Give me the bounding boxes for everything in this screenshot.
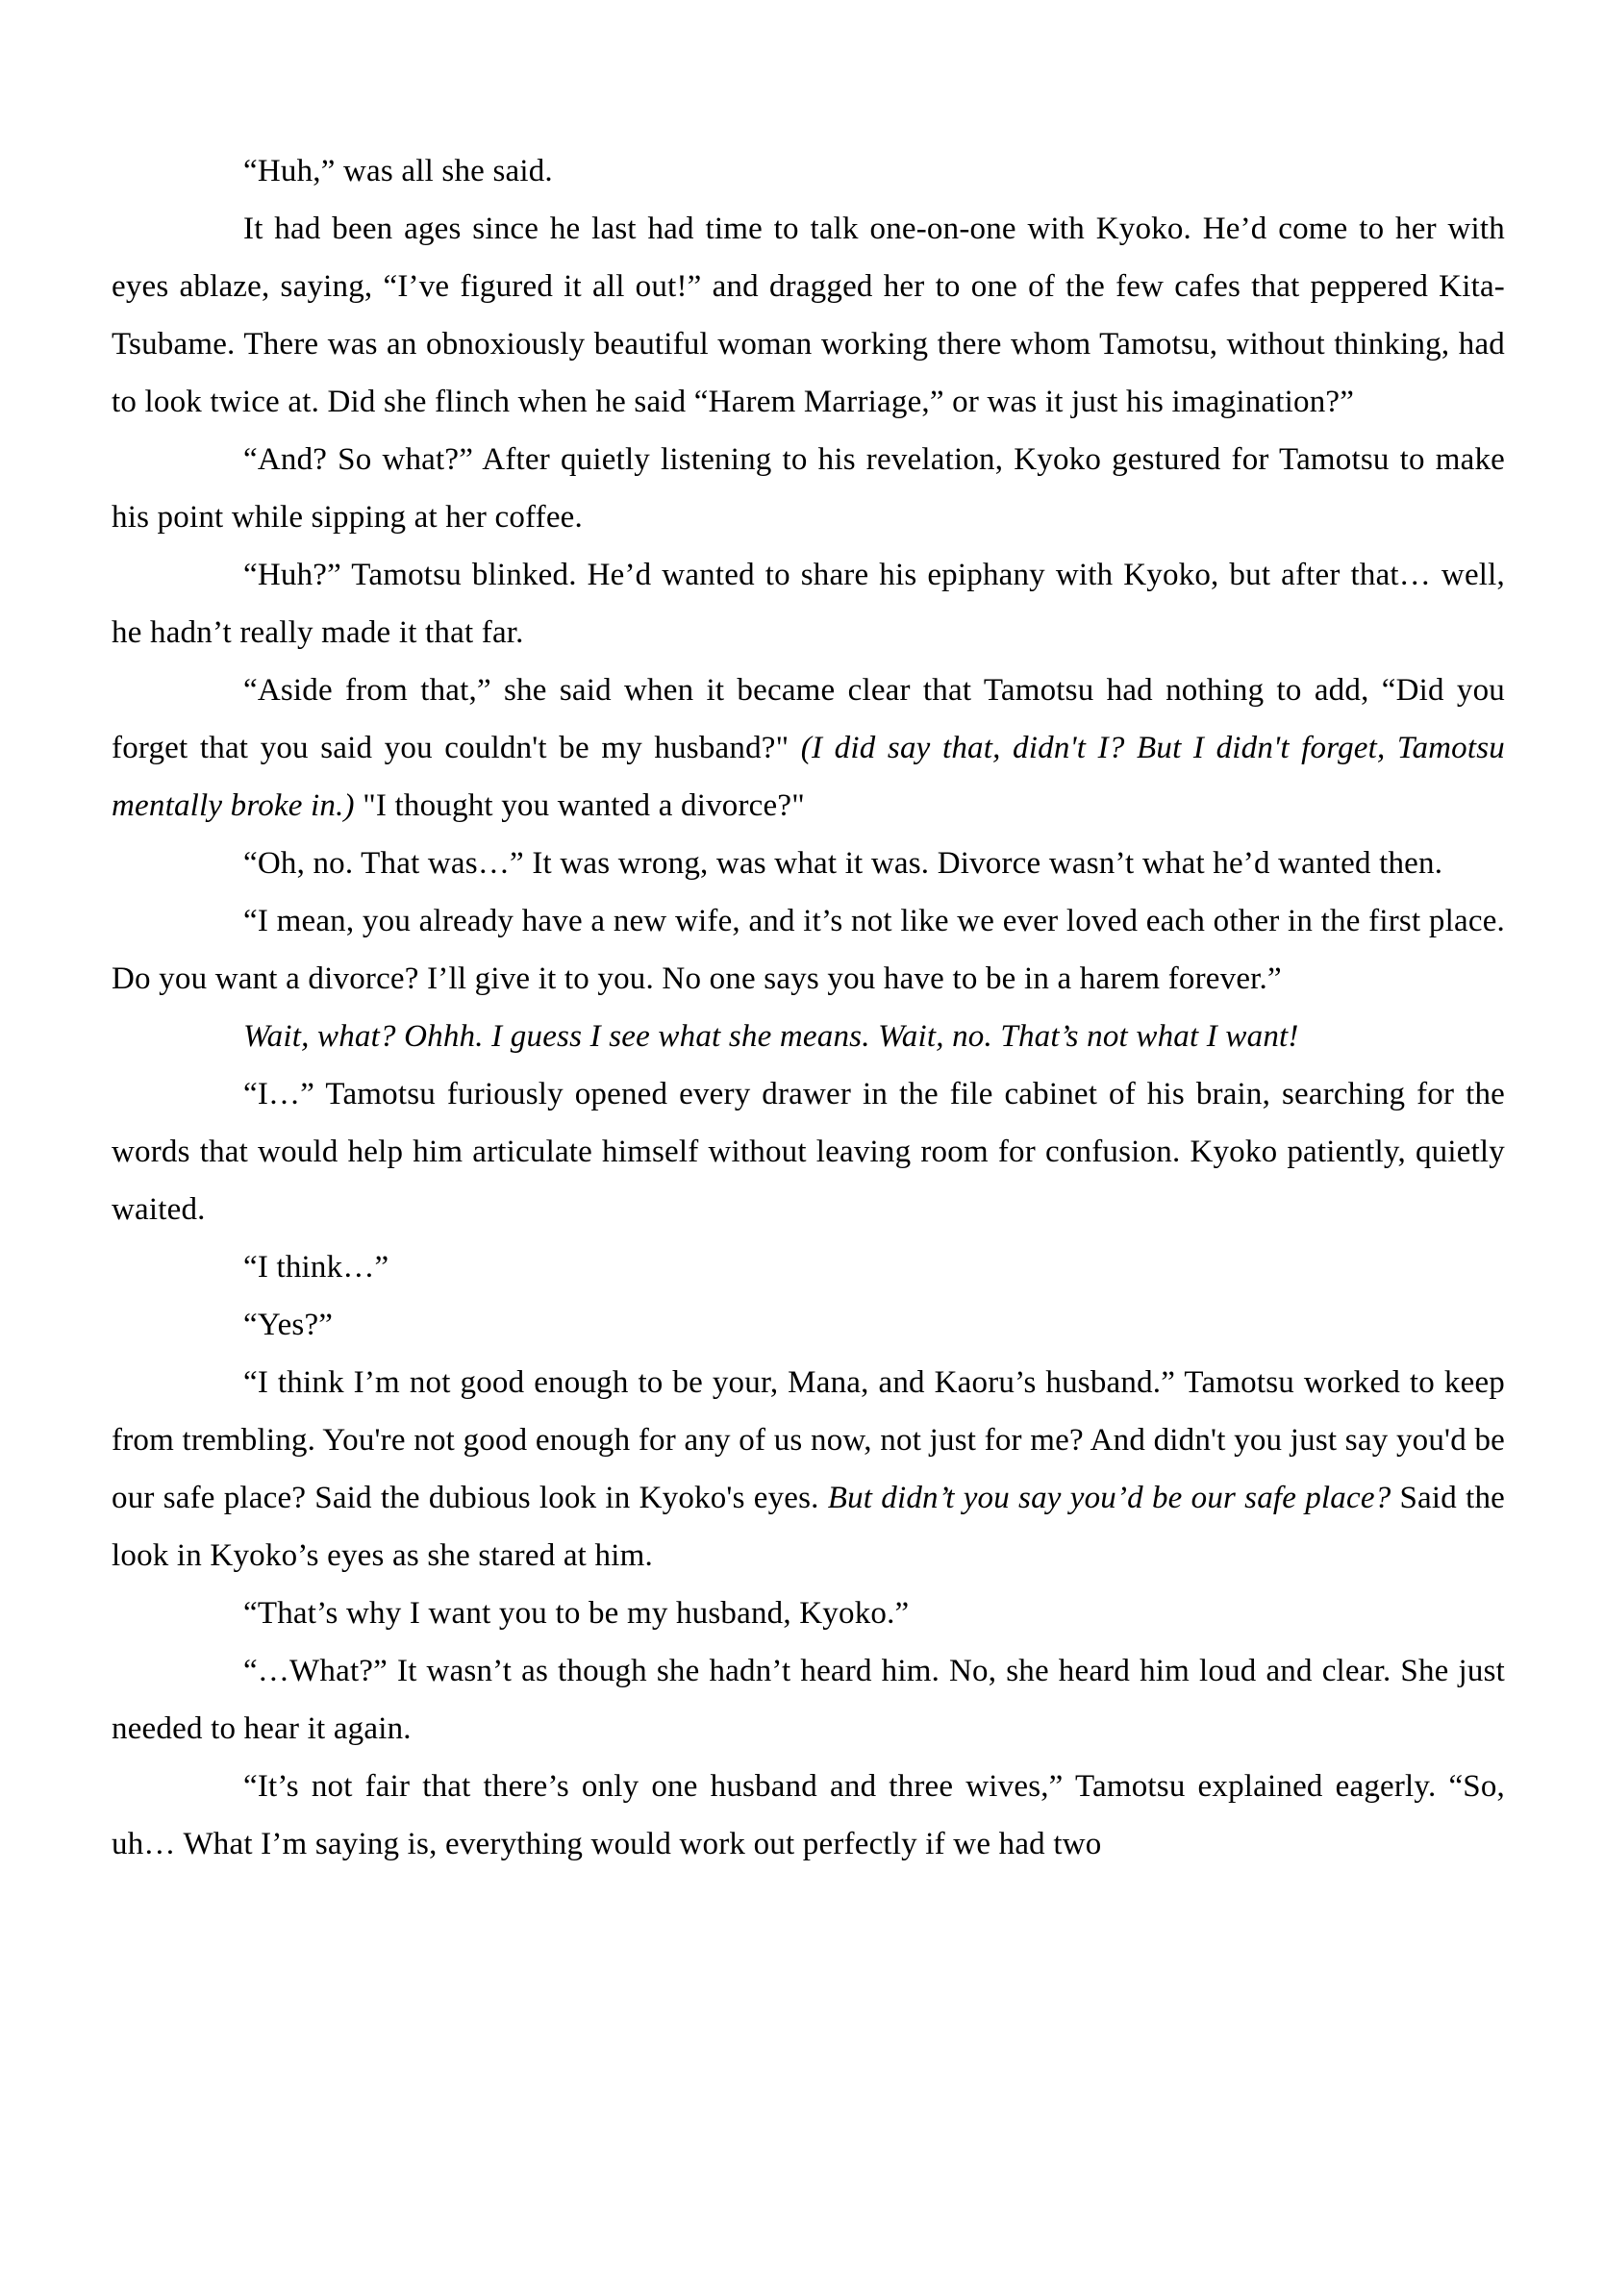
text-run: “Huh,” was all she said. bbox=[243, 154, 553, 188]
paragraph bbox=[112, 142, 1505, 200]
paragraph bbox=[112, 892, 1505, 1008]
text-run: “I…” Tamotsu furiously opened every drawer in the file cabinet of his brain, searching for the words that would help him articulate himself without leaving room for confusion. Kyoko patiently, quietly waited. bbox=[112, 1077, 1505, 1227]
text-run: “…What?” It wasn’t as though she hadn’t heard him. No, she heard him loud and clear. She just needed to hear it again. bbox=[112, 1654, 1505, 1746]
italic-text-run: (I did say that, didn't I? But I didn't forget, Tamotsu mentally broke in.) bbox=[112, 731, 1505, 823]
paragraph bbox=[112, 200, 1505, 431]
text-run: "I thought you wanted a divorce?" bbox=[354, 788, 805, 823]
paragraph bbox=[112, 661, 1505, 835]
italic-text-run: Wait, what? Ohhh. I guess I see what she means. Wait, no. That’s not what I want! bbox=[243, 1019, 1299, 1054]
text-run: “Huh?” Tamotsu blinked. He’d wanted to share his epiphany with Kyoko, but after that… well, he hadn’t really made it that far. bbox=[112, 558, 1505, 650]
text-run: “I mean, you already have a new wife, and it’s not like we ever loved each other in the first place. Do you want a divorce? I’ll give it to you. No one says you have to be in a harem forever.” bbox=[112, 904, 1505, 996]
paragraph bbox=[112, 1642, 1505, 1758]
text-run: It had been ages since he last had time to talk one-on-one with Kyoko. He’d come to her with eyes ablaze, saying, “I’ve figured it all out!” and dragged her to one of the few cafes that peppered Kita-Tsubame. There was an obnoxiously beautiful woman working there whom Tamotsu, without thinking, had to look twice at. Did she flinch when he said “Harem Marriage,” or was it just his imagination?” bbox=[112, 212, 1505, 419]
text-run: Said the look in Kyoko’s eyes as she stared at him. bbox=[112, 1481, 1505, 1573]
paragraph bbox=[112, 1758, 1505, 1873]
paragraph bbox=[112, 1065, 1505, 1238]
paragraph bbox=[112, 1238, 1505, 1296]
text-run: “And? So what?” After quietly listening to his revelation, Kyoko gestured for Tamotsu to make his point while sipping at her coffee. bbox=[112, 442, 1505, 535]
paragraph bbox=[112, 1585, 1505, 1642]
paragraph bbox=[112, 1354, 1505, 1585]
text-run: “I think…” bbox=[243, 1250, 389, 1285]
italic-text-run: But didn’t you say you’d be our safe place? bbox=[827, 1481, 1391, 1515]
text-run: “It’s not fair that there’s only one husband and three wives,” Tamotsu explained eagerly. “So, uh… What I’m saying is, everything would work out perfectly if we had two bbox=[112, 1769, 1505, 1861]
paragraph bbox=[112, 835, 1505, 892]
text-run: “Oh, no. That was…” It was wrong, was what it was. Divorce wasn’t what he’d wanted then. bbox=[243, 846, 1443, 881]
paragraph bbox=[112, 546, 1505, 661]
text-run: “That’s why I want you to be my husband, Kyoko.” bbox=[243, 1596, 910, 1631]
text-run: “I think I’m not good enough to be your, Mana, and Kaoru’s husband.” Tamotsu worked to keep from trembling. You're not good enough for any of us now, not just for me? And didn't you just say you'd be our safe place? Said the dubious look in Kyoko's eyes. bbox=[112, 1365, 1505, 1515]
paragraph bbox=[112, 1296, 1505, 1354]
paragraph bbox=[112, 431, 1505, 546]
text-run: “Yes?” bbox=[243, 1308, 334, 1342]
document-body bbox=[112, 142, 1505, 1873]
paragraph bbox=[112, 1008, 1505, 1065]
text-run: “Aside from that,” she said when it became clear that Tamotsu had nothing to add, “Did you forget that you said you couldn't be my husband?" bbox=[112, 673, 1505, 765]
